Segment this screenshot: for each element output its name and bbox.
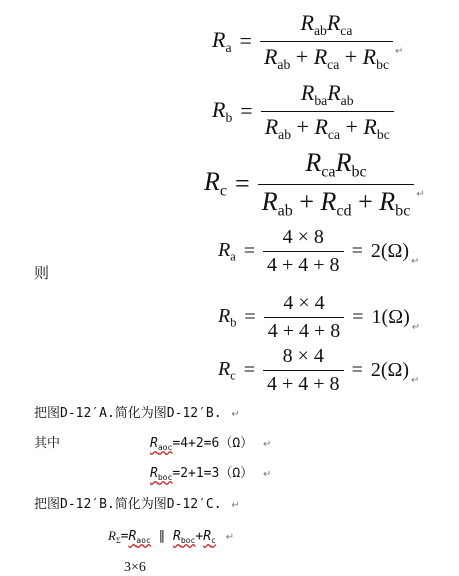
- calc-rc: [218, 345, 419, 396]
- return-mark: ↵: [416, 188, 425, 200]
- calc-lhs: $R_c$: [218, 357, 236, 383]
- denominator: 4 + 4 + 8: [267, 373, 340, 395]
- denominator: $R_{ab} + R_{ca} + R_{bc}$: [264, 113, 390, 142]
- equals-sign: =: [351, 240, 363, 262]
- fraction-bar: [261, 111, 394, 112]
- calc-lhs: $R_b$: [218, 304, 237, 330]
- line-text: 把图D-12′B.简化为图D-12′C.: [34, 497, 222, 512]
- then-label: 则: [34, 264, 50, 282]
- numerator: 4 × 8: [282, 226, 324, 248]
- fraction-bar: [264, 317, 345, 318]
- denominator: $R_{ab} + R_{cd} + R_{bc}$: [261, 186, 411, 220]
- fraction: [263, 345, 344, 396]
- return-mark: ↵: [395, 45, 404, 57]
- fraction: [264, 292, 345, 343]
- formula-lhs: $R_b$: [212, 96, 233, 125]
- equals-sign: =: [239, 28, 252, 54]
- numerator: $R_{ab}R_{ca}$: [300, 10, 353, 38]
- line-text: 把图D-12′A.简化为图D-12′B.: [34, 406, 222, 421]
- equals-sign: =: [244, 306, 256, 328]
- fraction: [260, 10, 393, 73]
- calc-result: 2(Ω): [370, 240, 410, 262]
- resistor-symbol: $R_{aoc}$: [128, 529, 151, 545]
- formula-rhs: =4+2=6（Ω）: [172, 436, 254, 451]
- formula-rsum: $R_\Sigma=R_{aoc}$ ∥ $R_{boc}+R_c$ ↵: [108, 528, 235, 545]
- resistor-symbol: $R_{boc}$: [173, 529, 196, 545]
- formula-raoc: [150, 432, 271, 452]
- fraction-bar: [258, 184, 415, 185]
- cut-off-fraction-numerator: 3×6: [124, 560, 146, 575]
- return-mark: ↵: [411, 375, 420, 386]
- denominator: $R_{ab} + R_{ca} + R_{bc}$: [263, 43, 389, 72]
- text-line-simplify-a-to-b: [34, 402, 240, 421]
- resistor-symbol: $R_c$: [203, 529, 216, 545]
- numerator: 4 × 4: [283, 292, 325, 314]
- return-mark: ↵: [231, 500, 240, 511]
- formula-rhs: =2+1=3（Ω）: [172, 466, 254, 481]
- fraction: [263, 226, 344, 277]
- formula-rboc: [150, 462, 271, 482]
- numerator: $R_{ba}R_{ab}$: [300, 80, 354, 108]
- denominator: 4 + 4 + 8: [267, 320, 341, 342]
- text-line-simplify-b-to-c: [34, 493, 240, 512]
- formula-lhs: $R_a$: [212, 26, 232, 55]
- fraction-bar: [263, 251, 344, 252]
- equals-sign: =: [243, 240, 255, 262]
- fraction-bar: [263, 370, 344, 371]
- return-mark: ↵: [411, 322, 421, 333]
- return-mark: ↵: [263, 469, 272, 480]
- numerator: 8 × 4: [282, 345, 324, 367]
- resistor-symbol: $R_\Sigma$: [108, 528, 121, 545]
- return-mark: ↵: [411, 256, 420, 267]
- text-qizhong: 其中: [34, 436, 61, 451]
- resistor-symbol: $R_{boc}$: [150, 466, 173, 482]
- calc-result: 2(Ω): [370, 359, 410, 381]
- formula-lhs: $R_c$: [204, 167, 228, 200]
- calc-rb: [218, 292, 420, 343]
- resistor-symbol: $R_{aoc}$: [150, 436, 173, 452]
- fraction: [258, 148, 415, 220]
- formula-ra-definition: [212, 10, 403, 73]
- calc-ra: [218, 226, 419, 277]
- plus-sign: +: [195, 529, 204, 544]
- return-mark: ↵: [225, 532, 235, 543]
- equals-sign: =: [243, 359, 255, 381]
- numerator: $R_{ca}R_{bc}$: [305, 148, 367, 181]
- return-mark: ↵: [231, 409, 240, 420]
- calc-result: 1(Ω): [371, 306, 410, 328]
- formula-rb-definition: [212, 80, 394, 143]
- equals-sign: =: [240, 98, 253, 124]
- fraction-bar: [260, 41, 393, 42]
- denominator: 4 + 4 + 8: [267, 254, 340, 276]
- equals-sign: =: [235, 169, 250, 199]
- formula-rc-definition: [204, 148, 425, 220]
- return-mark: ↵: [263, 439, 272, 450]
- equals-sign: =: [352, 306, 364, 328]
- calc-lhs: $R_a$: [218, 238, 236, 264]
- equals-sign: =: [351, 359, 363, 381]
- fraction: [261, 80, 394, 143]
- parallel-sign: ∥: [158, 529, 166, 544]
